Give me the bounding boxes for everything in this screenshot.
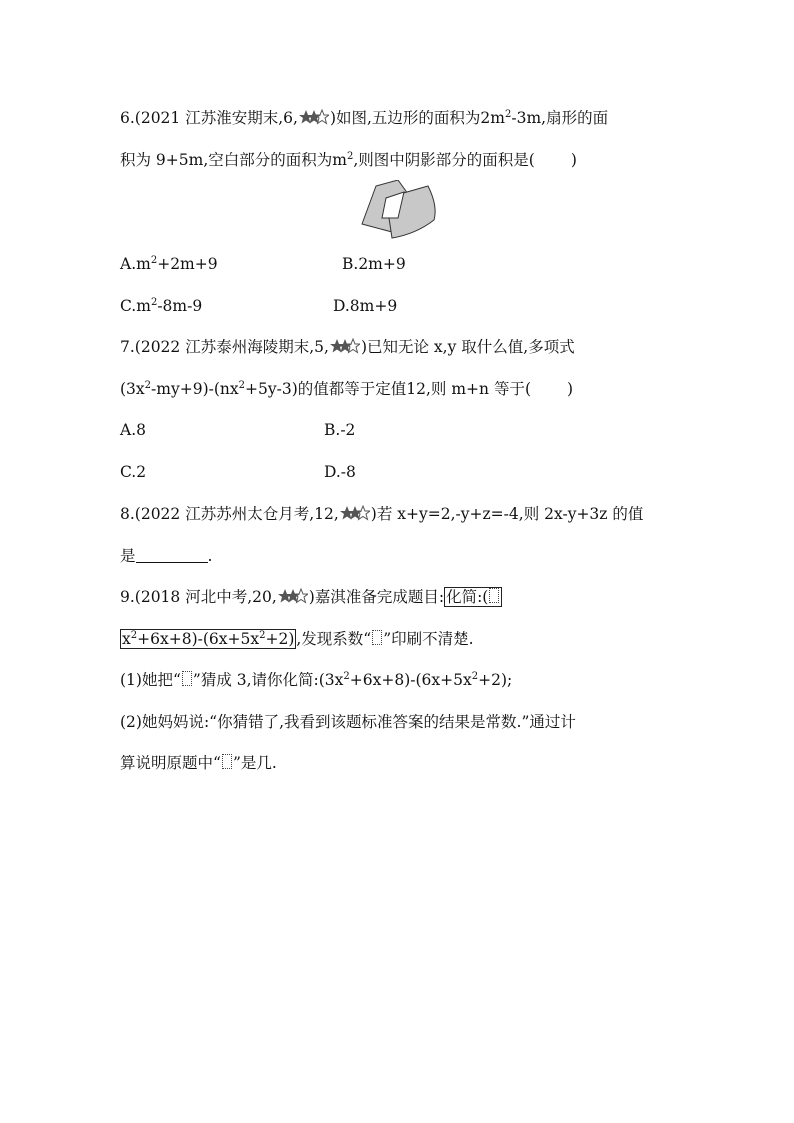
q6-option-a: $A.m^2+2m+9$	[120, 255, 218, 273]
q6-source: 6.(2021 江苏淮安期末,6,	[120, 109, 298, 127]
q7-line2: $(3x^2-my+9)-(nx^2+5y-3)$的值都等于定值12,则 m+n 等于( )	[120, 380, 574, 398]
q9-part2-line1: (2)她妈妈说:“你猜错了,我看到该题标准答案的结果是常数.”通过计	[120, 713, 576, 731]
unclear-coefficient-icon	[372, 630, 382, 645]
difficulty-stars-icon	[299, 109, 329, 125]
q9-boxed-problem-part2: $x^2+6x+8)-(6x+5x^2+2)$	[122, 630, 295, 648]
q8-line2: 是 .	[120, 547, 213, 565]
q9-part2-line2: 算说明原题中“ ”是几.	[120, 754, 277, 772]
q6-sup: 2	[504, 109, 512, 120]
q7-line1: 7.(2022 江苏泰州海陵期末,5, )已知无论 x,y 取什么值,多项式	[120, 338, 575, 356]
q9-line2: $x^2+6x+8)-(6x+5x^2+2)$ ,发现系数“ ”印刷不清楚.	[122, 630, 474, 648]
q6-text-a: )如图,五边形的面积为2m	[329, 109, 505, 127]
unclear-coefficient-icon	[222, 754, 232, 769]
q6-line1	[120, 107, 608, 129]
q7-option-b: B.-2	[324, 421, 356, 439]
unclear-coefficient-icon	[489, 588, 499, 603]
q6-option-d: D.8m+9	[333, 297, 398, 315]
q9-boxed-problem-part1: 化简:(	[444, 587, 502, 607]
q6-text-c: 积为 9+5m,空白部分的面积为m	[120, 151, 347, 169]
q6-text-d: ,则图中阴影部分的面积是(	[353, 151, 535, 169]
q6-sup2: 2	[346, 151, 354, 162]
q6-text-b: -3m,扇形的面	[511, 109, 609, 127]
unclear-coefficient-icon	[182, 671, 192, 686]
difficulty-stars-icon	[340, 505, 370, 521]
q9-line1: 9.(2018 河北中考,20, )嘉淇准备完成题目: 化简:(	[120, 586, 502, 608]
q7-option-a: A.8	[120, 421, 146, 439]
q9-part1: (1)她把“ ”猜成 3,请你化简$:(3x^2+6x+8)-(6x+5x^2+2)$;	[120, 671, 513, 689]
q6-close-paren: )	[570, 151, 577, 169]
q6-option-b: B.2m+9	[342, 255, 406, 273]
difficulty-stars-icon	[278, 588, 308, 604]
q8-line1: 8.(2022 江苏苏州太仓月考,12, )若 x+y=2,-y+z=-4,则 2x-y+3z 的值	[120, 505, 644, 523]
q6-option-c: $C.m^2-8m-9$	[120, 297, 203, 315]
q7-option-d: D.-8	[324, 463, 356, 481]
q6-figure	[358, 180, 442, 242]
q7-option-c: C.2	[120, 463, 147, 481]
q6-line2	[120, 149, 577, 171]
answer-blank[interactable]	[136, 548, 208, 563]
difficulty-stars-icon	[330, 338, 360, 354]
